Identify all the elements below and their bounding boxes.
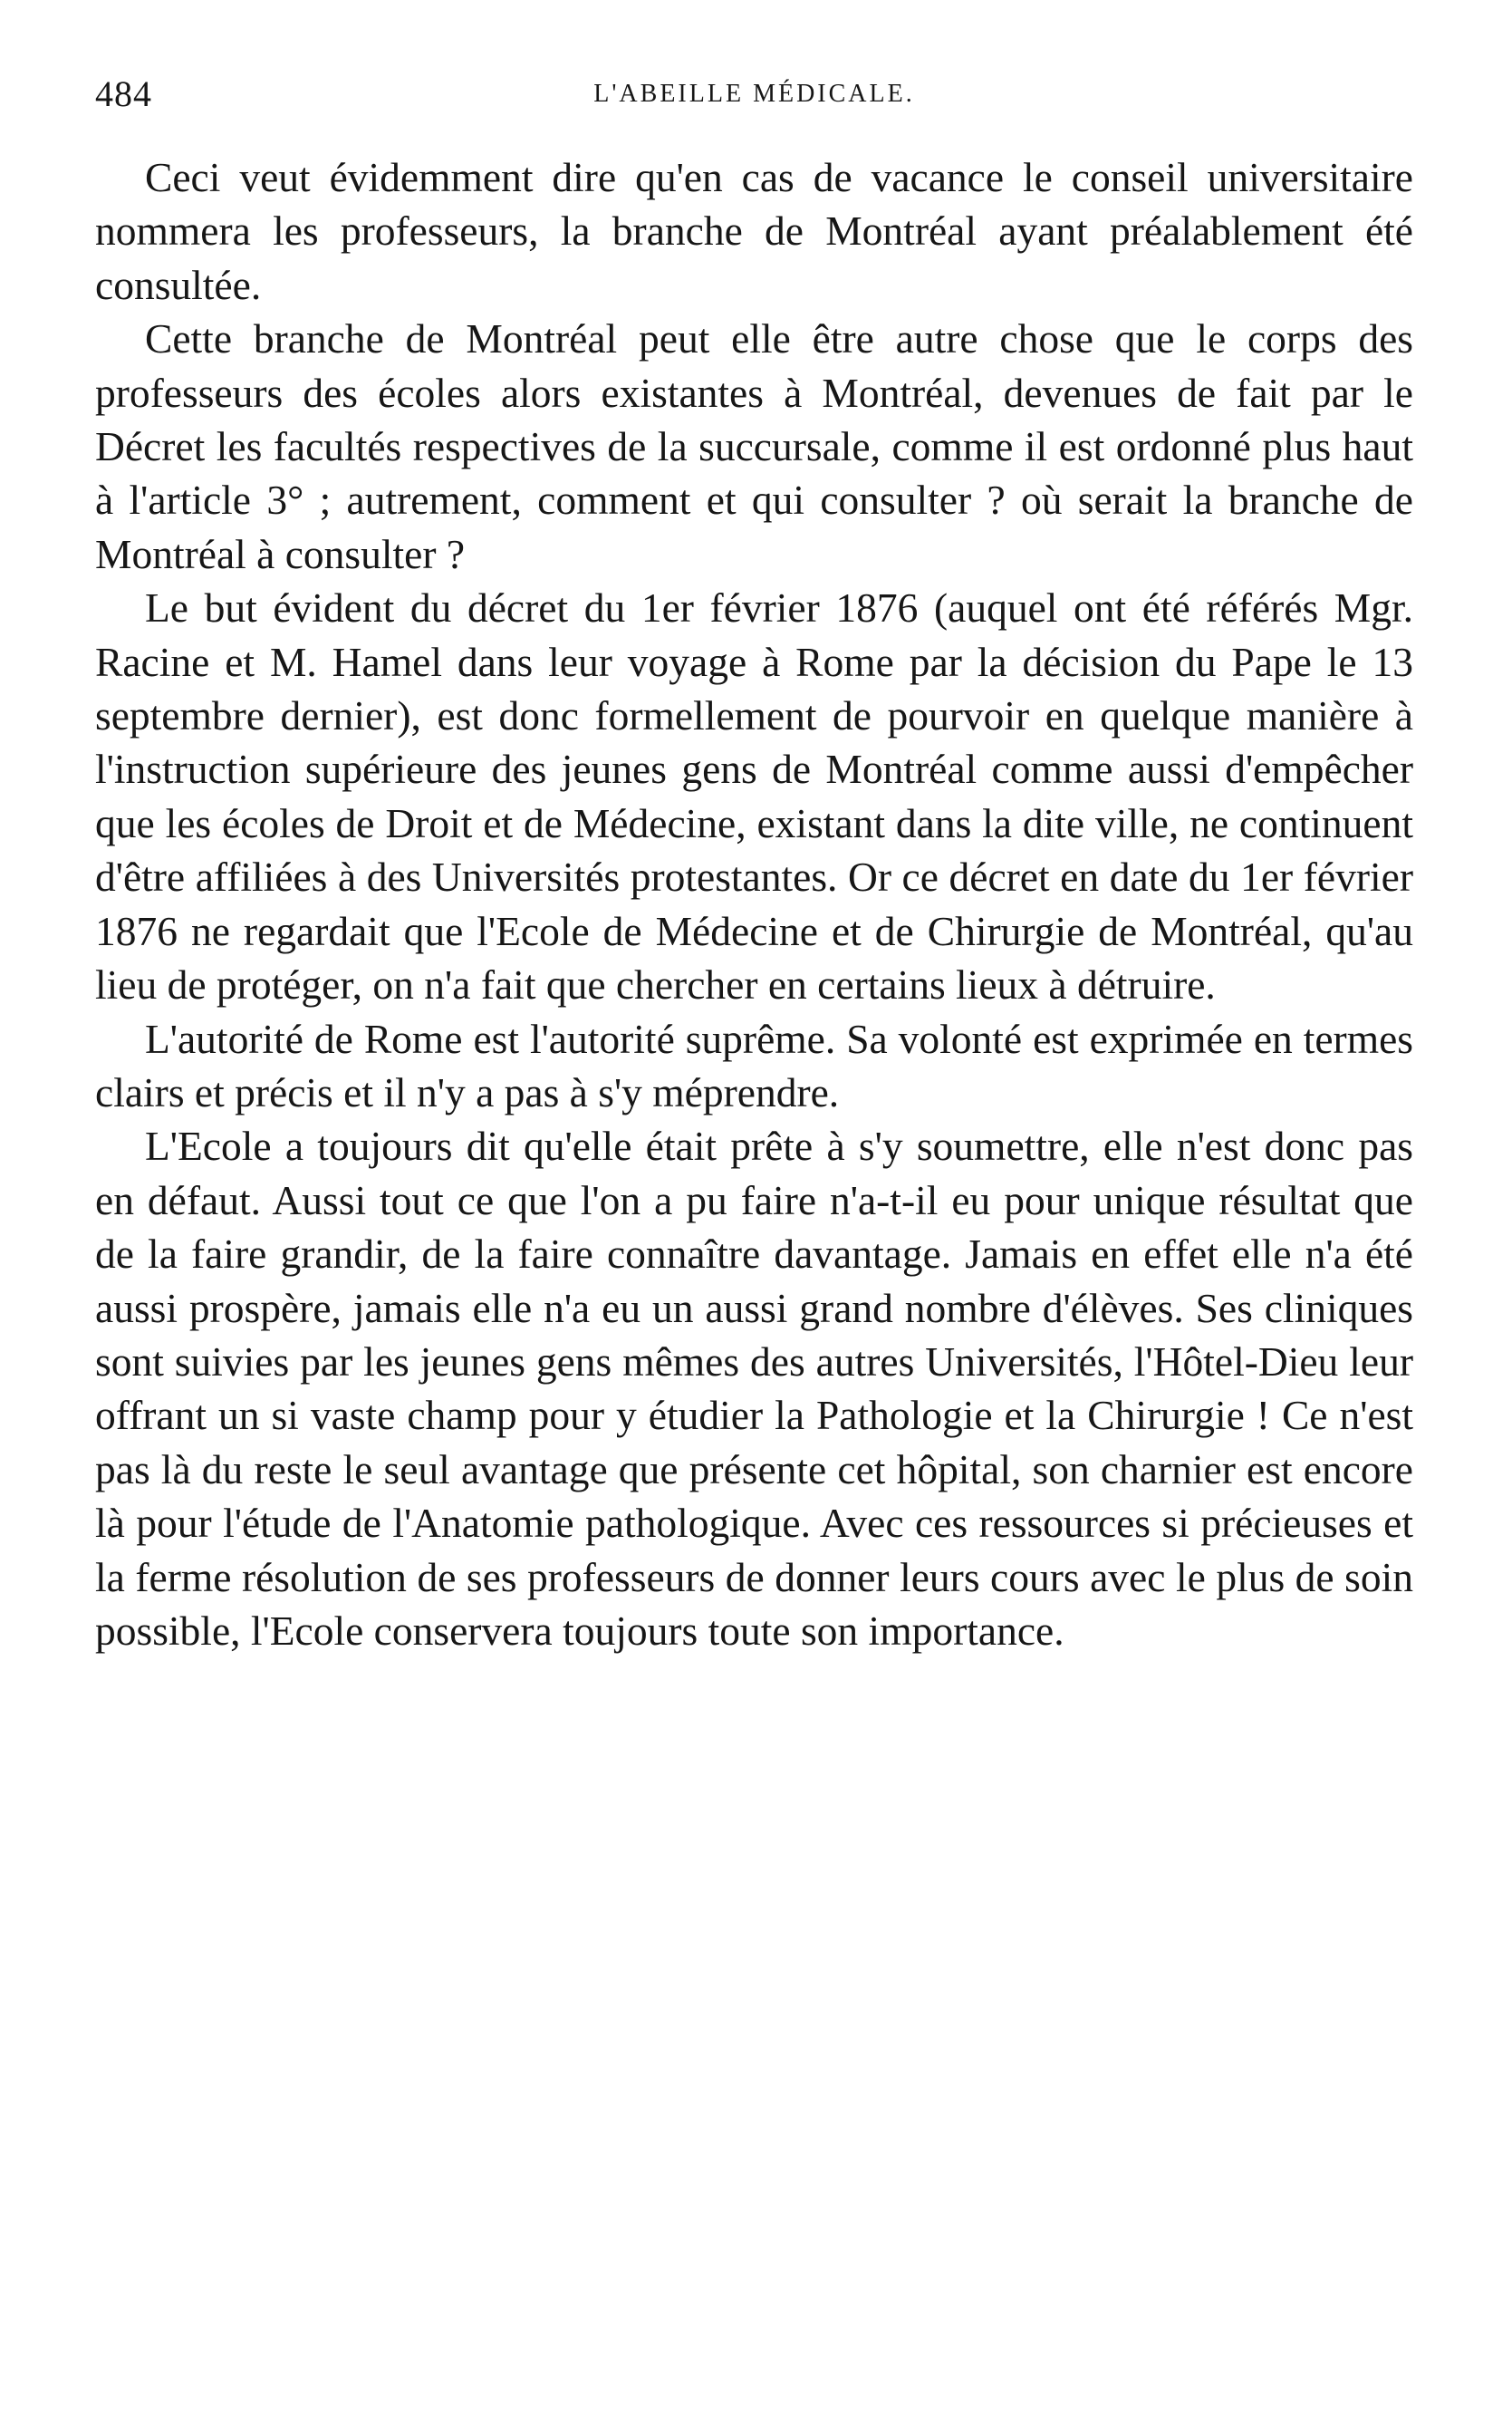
paragraph: Ceci veut évidemment dire qu'en cas de vacance le conseil universitaire nommera les professeurs, la branche de Montréal ayant préalablement été consultée. [95, 154, 1413, 308]
paragraph: L'Ecole a toujours dit qu'elle était prête à s'y soumettre, elle n'est donc pas en défaut. Aussi tout ce que l'on a pu faire n'a-t-il eu pour unique résultat que de la faire grandir, de la faire connaître davantage. Jamais en effet elle n'a été aussi prospère, jamais elle n'a eu un aussi grand nombre d'élèves. Ses cliniques sont suivies par les jeunes gens mêmes des autres Universités, l'Hôtel-Dieu leur offrant un si vaste champ pour y étudier la Pathologie et la Chirurgie ! Ce n'est pas là du reste le seul avantage que présente cet hôpital, son charnier est encore là pour l'étude de l'Anatomie pathologique. Avec ces ressources si précieuses et la ferme résolution de ses professeurs de donner leurs cours avec le plus de soin possible, l'Ecole conservera toujours toute son importance. [95, 1123, 1413, 1654]
document-page [95, 72, 1413, 1657]
page-header [95, 72, 1413, 127]
page-number: 484 [95, 73, 152, 114]
paragraph: Cette branche de Montréal peut elle être autre chose que le corps des professeurs des écoles alors existantes à Montréal, devenues de fait par le Décret les facultés respectives de la succursale, comme il est ordonné plus haut à l'article 3° ; autrement, comment et qui consulter ? où serait la branche de Montréal à consulter ? [95, 315, 1413, 577]
running-head: L'ABEILLE MÉDICALE. [593, 80, 915, 108]
body-text [95, 150, 1413, 1657]
paragraph: Le but évident du décret du 1er février 1876 (auquel ont été référés Mgr. Racine et M. Hamel dans leur voyage à Rome par la décision du Pape le 13 septembre dernier), est donc formellement de pourvoir en quelque manière à l'instruction supérieure des jeunes gens de Montréal comme aussi d'empêcher que les écoles de Droit et de Médecine, existant dans la dite ville, ne continuent d'être affiliées à des Universités protestantes. Or ce décret en date du 1er février 1876 ne regardait que l'Ecole de Médecine et de Chirurgie de Montréal, qu'au lieu de protéger, on n'a fait que chercher en certains lieux à détruire. [95, 584, 1413, 1009]
paragraph: L'autorité de Rome est l'autorité suprême. Sa volonté est exprimée en termes clairs et précis et il n'y a pas à s'y méprendre. [95, 1015, 1413, 1115]
